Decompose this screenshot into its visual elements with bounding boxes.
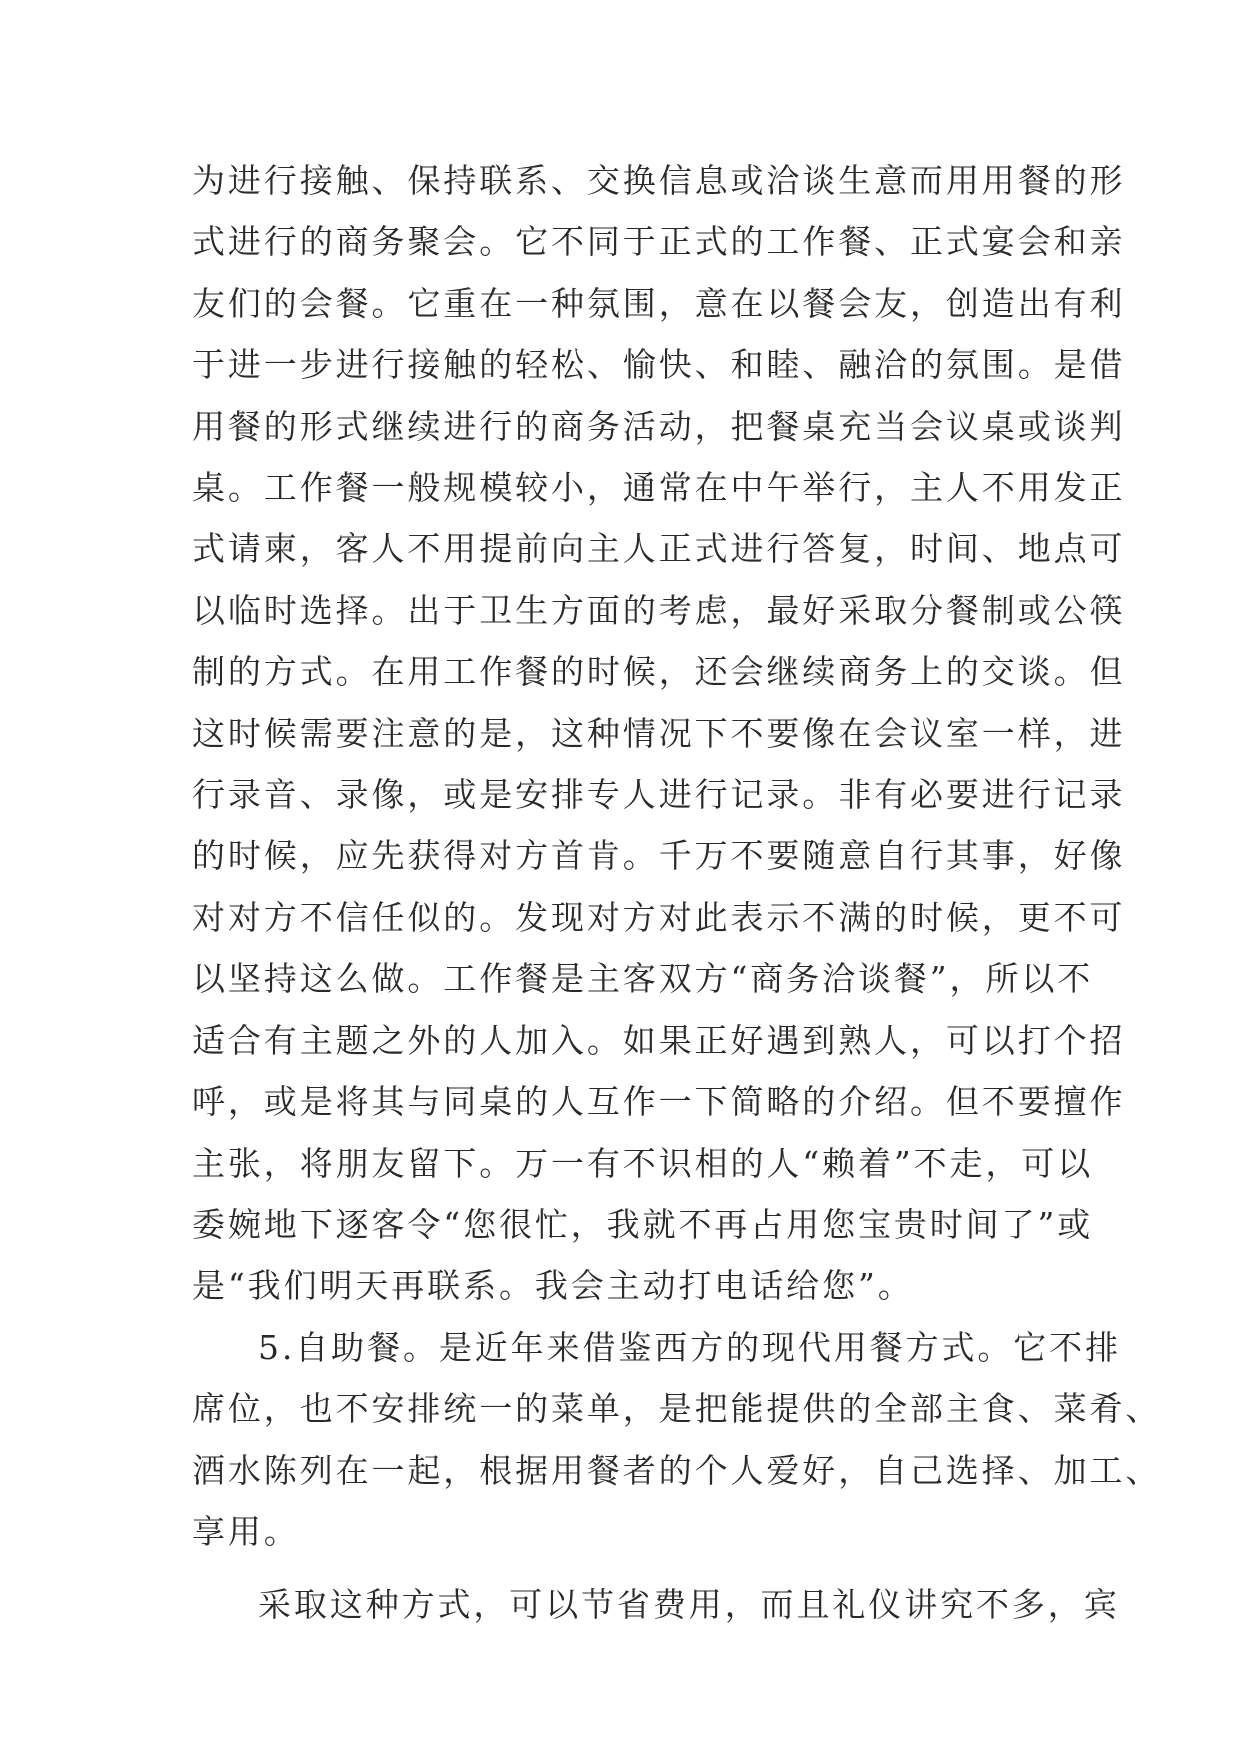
text-line: 呼，或是将其与同桌的人互作一下简略的介绍。但不要擅作 <box>192 1082 1126 1122</box>
paragraph-business-meal <box>192 150 1126 1317</box>
text-line: 主张，将朋友留下。万一有不识相的人“赖着”不走，可以 <box>192 1143 1094 1183</box>
text-line: 式进行的商务聚会。它不同于正式的工作餐、正式宴会和亲 <box>192 222 1126 262</box>
text-line: 对对方不信任似的。发现对方对此表示不满的时候，更不可 <box>192 897 1126 937</box>
text-line: 席位，也不安排统一的菜单，是把能提供的全部主食、菜肴、 <box>192 1389 1162 1429</box>
text-line: 制的方式。在用工作餐的时候，还会继续商务上的交谈。但 <box>192 652 1126 692</box>
text-line: 这时候需要注意的是，这种情况下不要像在会议室一样，进 <box>192 713 1126 753</box>
paragraph-gap <box>192 1562 1057 1574</box>
text-line: 委婉地下逐客令“您很忙，我就不再占用您宝贵时间了”或 <box>192 1204 1094 1244</box>
text-line: 适合有主题之外的人加入。如果正好遇到熟人，可以打个招 <box>192 1020 1126 1060</box>
paragraph-buffet-benefits <box>192 1574 1120 1635</box>
text-line: 为进行接触、保持联系、交换信息或洽谈生意而用用餐的形 <box>192 161 1126 200</box>
text-line: 于进一步进行接触的轻松、愉快、和睦、融洽的氛围。是借 <box>192 345 1126 385</box>
text-line: 以坚持这么做。工作餐是主客双方“商务洽谈餐”，所以不 <box>192 959 1094 999</box>
text-line: 行录音、录像，或是安排专人进行记录。非有必要进行记录 <box>192 775 1126 815</box>
text-line: 是“我们明天再联系。我会主动打电话给您”。 <box>192 1266 914 1306</box>
text-line: 用餐的形式继续进行的商务活动，把餐桌充当会议桌或谈判 <box>192 406 1126 446</box>
text-line: 的时候，应先获得对方首肯。千万不要随意自行其事，好像 <box>192 836 1126 876</box>
text-line: 享用。 <box>192 1511 300 1551</box>
paragraph-buffet <box>192 1317 1162 1563</box>
text-line: 友们的会餐。它重在一种氛围，意在以餐会友，创造出有利 <box>192 283 1126 323</box>
text-line: 酒水陈列在一起，根据用餐者的个人爱好，自己选择、加工、 <box>192 1450 1162 1490</box>
text-line: 桌。工作餐一般规模较小，通常在中午举行，主人不用发正 <box>192 468 1126 508</box>
text-line: 式请柬，客人不用提前向主人正式进行答复，时间、地点可 <box>192 529 1126 569</box>
document-page <box>192 150 1162 1636</box>
text-line: 采取这种方式，可以节省费用，而且礼仪讲究不多，宾 <box>258 1585 1120 1625</box>
text-line: 5.自助餐。是近年来借鉴西方的现代用餐方式。它不排 <box>258 1327 1121 1367</box>
text-line: 以临时选择。出于卫生方面的考虑，最好采取分餐制或公筷 <box>192 590 1126 630</box>
